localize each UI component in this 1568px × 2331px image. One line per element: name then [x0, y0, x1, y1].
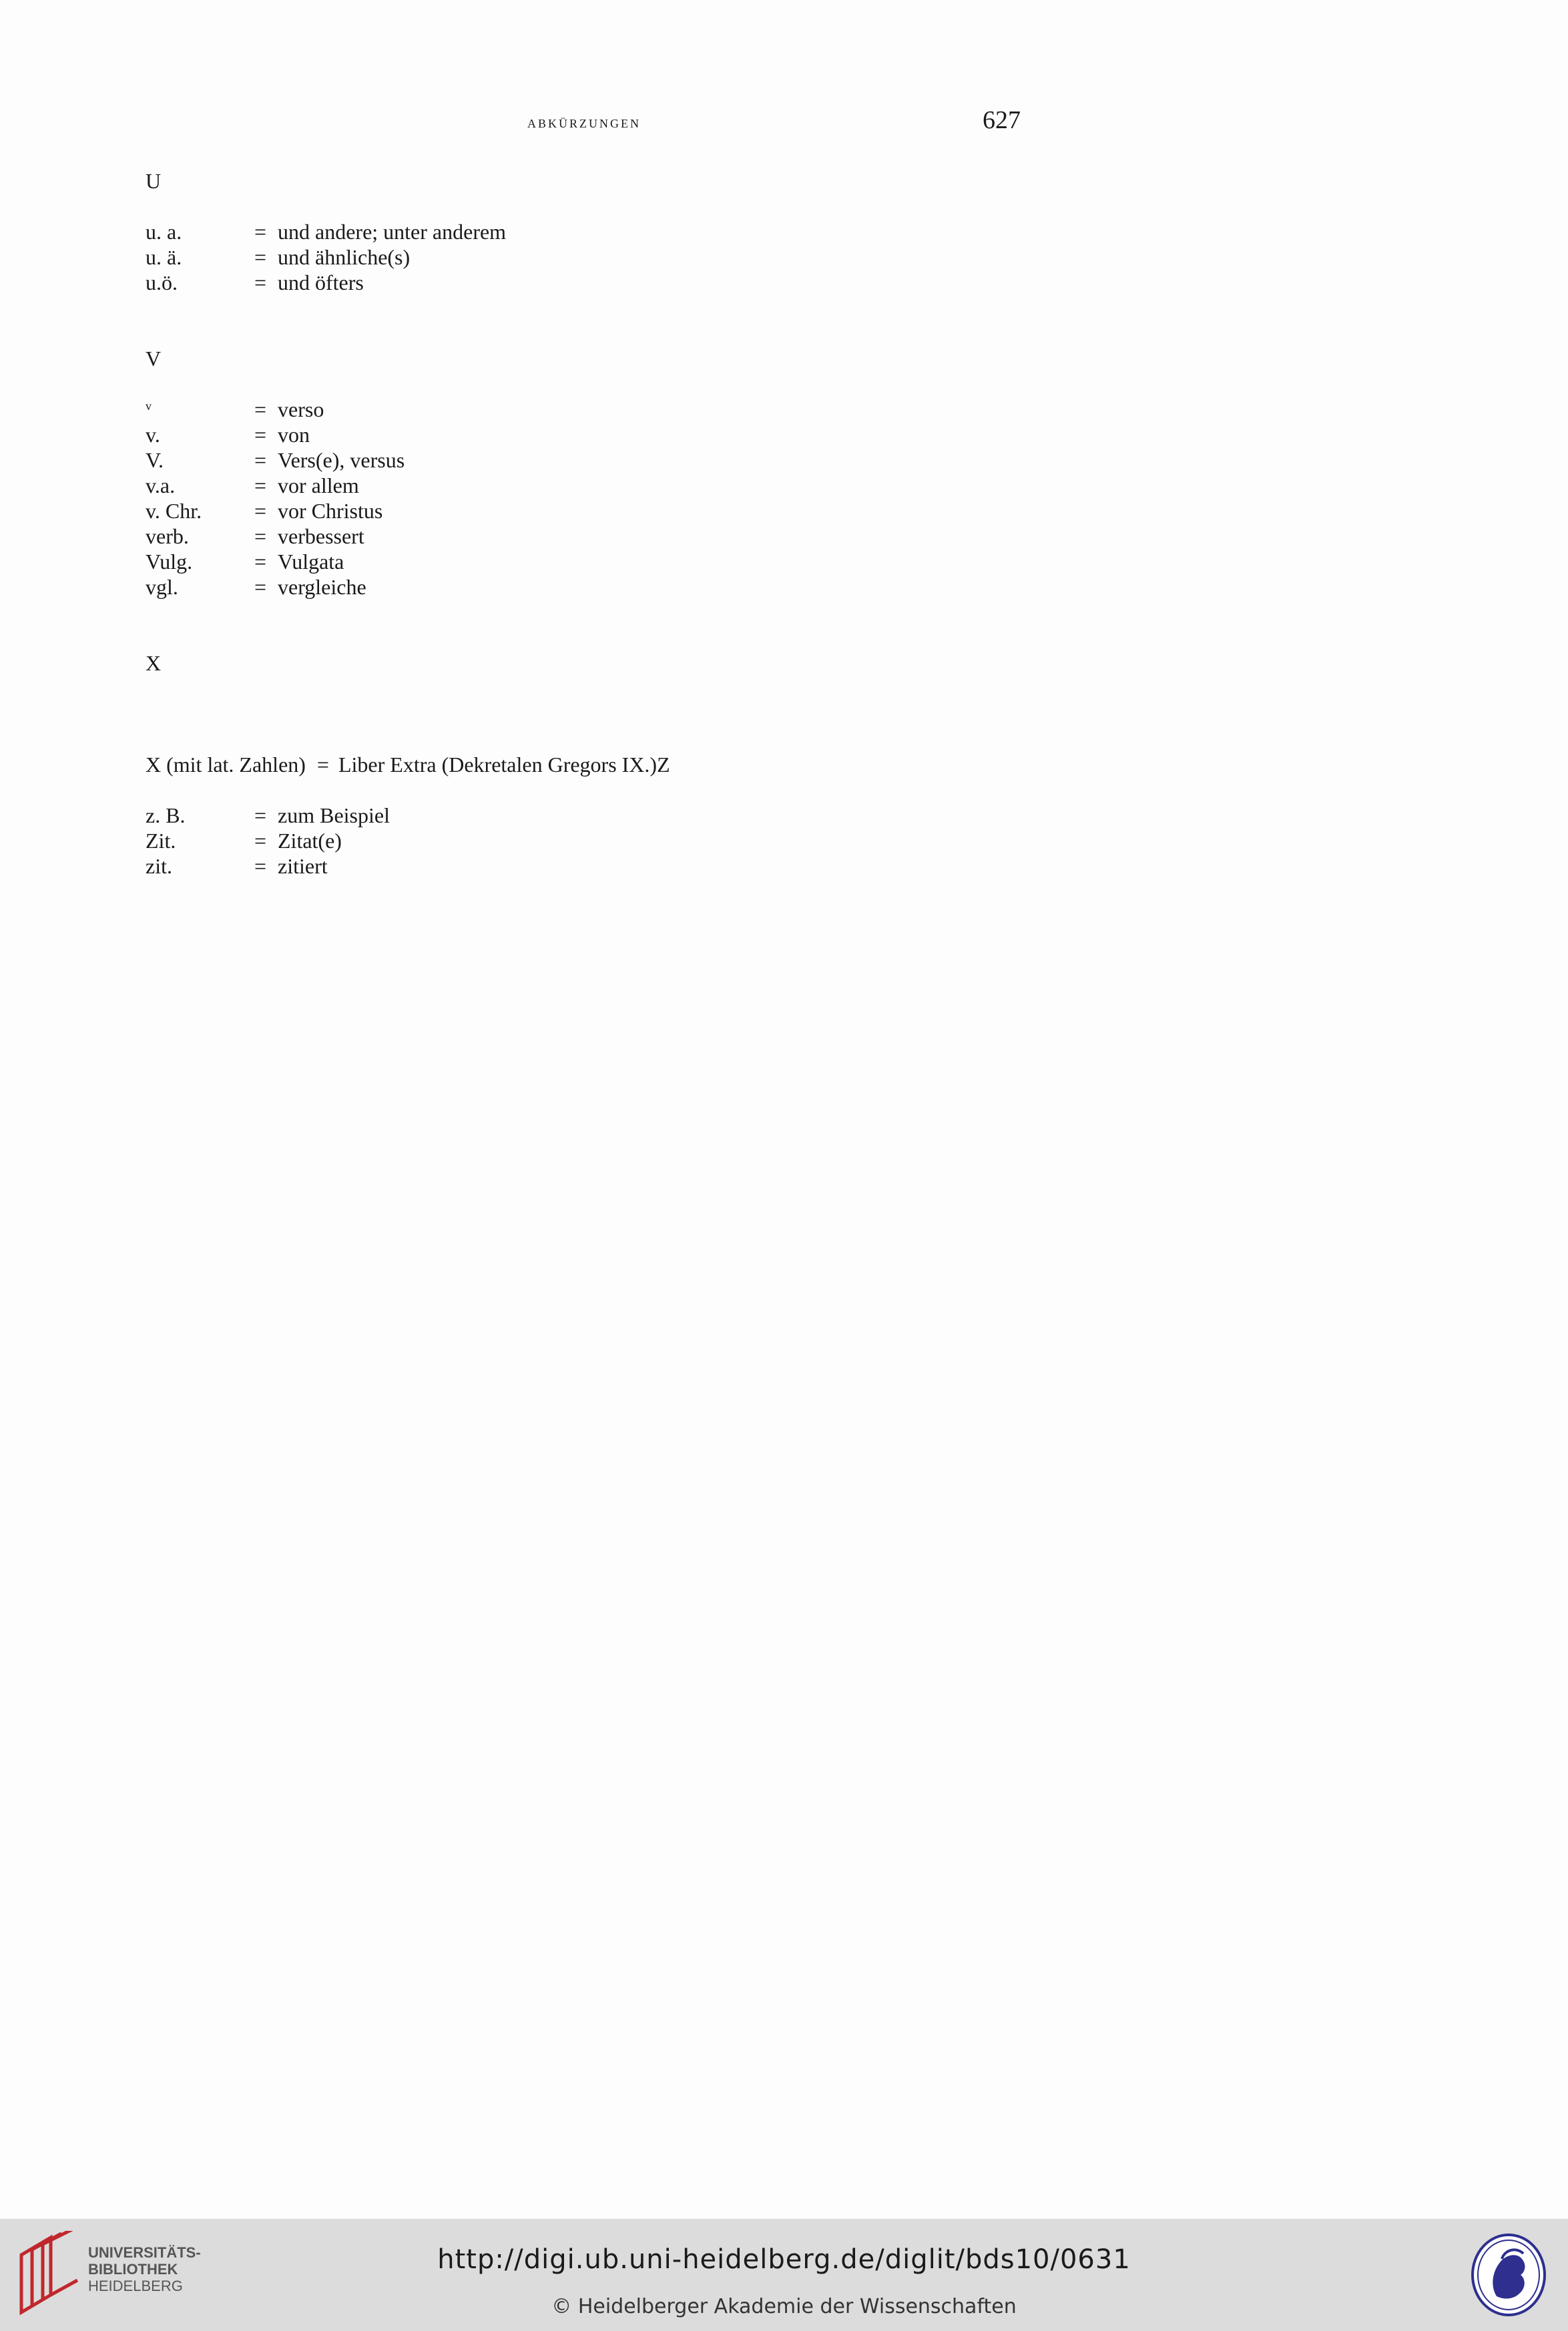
- definition: und öfters: [278, 270, 364, 294]
- definition: zitiert: [278, 854, 328, 878]
- list-item: [146, 447, 1214, 473]
- list-item: [146, 853, 1214, 879]
- abbreviation: u. a.: [146, 220, 182, 244]
- definition: vor Christus: [278, 499, 383, 523]
- equals-sign: =: [254, 270, 267, 294]
- section-u-entries: [146, 219, 1214, 295]
- abbreviation: v.a.: [146, 473, 176, 497]
- equals-sign: =: [254, 220, 267, 244]
- permalink-url[interactable]: http://digi.ub.uni-heidelberg.de/diglit/bds10/0631: [437, 2244, 1131, 2275]
- equals-sign: =: [254, 524, 267, 548]
- definition: Liber Extra (Dekretalen Gregors IX.)Z: [338, 753, 670, 777]
- equals-sign: =: [254, 550, 267, 574]
- section-v-entries: [146, 397, 1214, 600]
- footer-bar: [0, 2219, 1568, 2331]
- definition: Zitat(e): [278, 829, 342, 853]
- copyright-notice: © Heidelberger Akademie der Wissenschaften: [551, 2295, 1017, 2318]
- equals-sign: =: [254, 854, 267, 878]
- definition: verbessert: [278, 524, 364, 548]
- equals-sign: =: [254, 499, 267, 523]
- list-item: [146, 219, 1214, 244]
- definition: Vers(e), versus: [278, 448, 405, 472]
- list-item: [146, 803, 1214, 828]
- abbreviation: vgl.: [146, 575, 178, 599]
- logo-line-3: HEIDELBERG: [88, 2278, 183, 2294]
- list-item: [146, 244, 1214, 270]
- definition: zum Beispiel: [278, 803, 390, 827]
- list-item: [146, 422, 1214, 447]
- list-item: [146, 549, 1214, 574]
- abbreviation: u. ä.: [146, 245, 182, 269]
- abbreviation: X (mit lat. Zahlen): [146, 753, 306, 777]
- list-item: [146, 828, 1214, 853]
- definition: und andere; unter anderem: [278, 220, 507, 244]
- definition: vergleiche: [278, 575, 366, 599]
- abbreviation: v. Chr.: [146, 499, 202, 523]
- academy-seal-icon: [1470, 2232, 1547, 2318]
- abbreviation: v.: [146, 423, 160, 447]
- list-item: [146, 473, 1214, 498]
- equals-sign: =: [254, 829, 267, 853]
- equals-sign: =: [254, 397, 267, 421]
- logo-line-2: BIBLIOTHEK: [88, 2261, 178, 2278]
- equals-sign: =: [254, 575, 267, 599]
- definition: vor allem: [278, 473, 359, 497]
- list-item: [146, 574, 1214, 600]
- abbreviation: u.ö.: [146, 270, 178, 294]
- logo-line-1: UNIVERSITÄTS-: [88, 2244, 201, 2261]
- abbreviation: Zit.: [146, 829, 176, 853]
- equals-sign: =: [316, 753, 329, 777]
- list-item: [146, 397, 1214, 422]
- definition: Vulgata: [278, 550, 344, 574]
- definition: verso: [278, 397, 324, 421]
- equals-sign: =: [254, 473, 267, 497]
- abbreviation: verb.: [146, 524, 189, 548]
- abbreviation-list: [146, 168, 1214, 879]
- equals-sign: =: [254, 245, 267, 269]
- definition: von: [278, 423, 310, 447]
- page-number: 627: [983, 106, 1021, 134]
- abbreviation: zit.: [146, 854, 172, 878]
- list-item: [146, 270, 1214, 295]
- section-letter-v: V: [146, 347, 162, 371]
- abbreviation: v: [146, 399, 152, 413]
- equals-sign: =: [254, 448, 267, 472]
- abbreviation: V.: [146, 448, 164, 472]
- list-item-special: [146, 752, 1214, 777]
- section-z-entries: [146, 803, 1214, 879]
- abbreviation: Vulg.: [146, 550, 193, 574]
- equals-sign: =: [254, 803, 267, 827]
- running-title: abkürzungen: [527, 112, 641, 132]
- section-letter-u: U: [146, 169, 162, 193]
- abbreviation: z. B.: [146, 803, 186, 827]
- definition: und ähnliche(s): [278, 245, 411, 269]
- list-item: [146, 523, 1214, 549]
- equals-sign: =: [254, 423, 267, 447]
- list-item: [146, 498, 1214, 523]
- section-letter-x: X: [146, 651, 162, 675]
